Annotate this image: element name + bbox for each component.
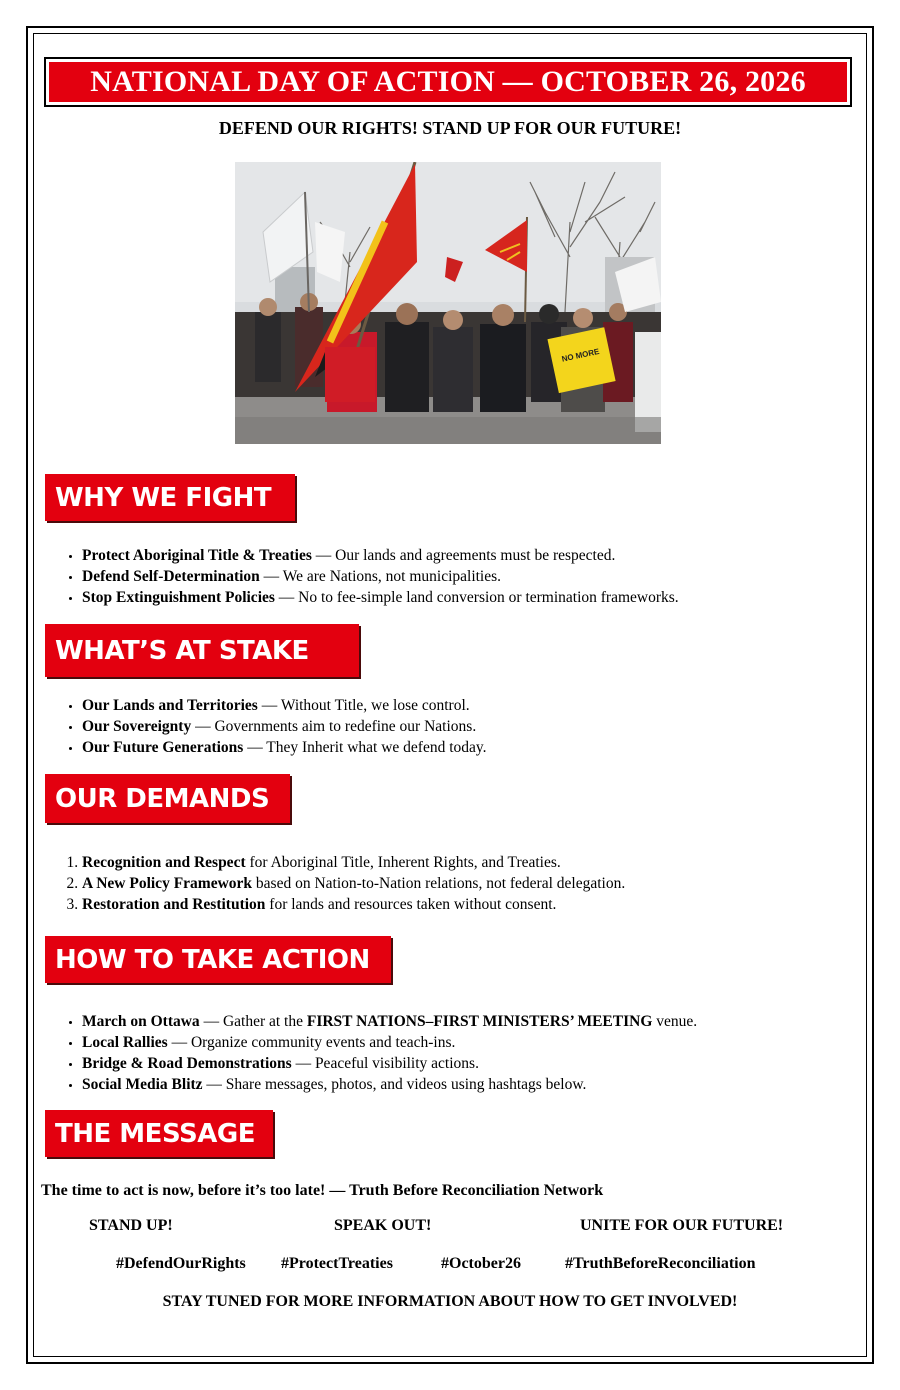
- list-item: • Protect Aboriginal Title & Treaties — Our lands and agreements must be respected.: [82, 545, 679, 566]
- whats-at-stake-list: [60, 695, 487, 758]
- hashtag: #ProtectTreaties: [281, 1255, 393, 1272]
- our-demands-list: [60, 852, 625, 915]
- hashtag: #TruthBeforeReconciliation: [565, 1255, 756, 1272]
- title-banner: [44, 57, 852, 107]
- how-to-take-action-list: [60, 1011, 697, 1095]
- list-item: • March on Ottawa — Gather at the FIRST NATIONS–FIRST MINISTERS’ MEETING venue.: [82, 1011, 697, 1032]
- subtitle: DEFEND OUR RIGHTS! STAND UP FOR OUR FUTURE!: [218, 118, 682, 138]
- slogan-unite: UNITE FOR OUR FUTURE!: [580, 1217, 784, 1234]
- footer-notice: STAY TUNED FOR MORE INFORMATION ABOUT HOW TO GET INVOLVED!: [162, 1293, 738, 1310]
- slogan-speak-out: SPEAK OUT!: [334, 1217, 432, 1234]
- list-item: • Our Sovereignty — Governments aim to redefine our Nations.: [82, 716, 487, 737]
- list-item: • Stop Extinguishment Policies — No to fee-simple land conversion or termination frameworks.: [82, 587, 679, 608]
- hashtag: #October26: [441, 1255, 521, 1272]
- section-heading-the-message: THE MESSAGE: [45, 1110, 273, 1157]
- section-heading-whats-at-stake: WHAT’S AT STAKE: [45, 624, 359, 677]
- message-line: The time to act is now, before it’s too late! — Truth Before Reconciliation Network: [41, 1182, 604, 1199]
- list-item: 2. A New Policy Framework based on Nation-to-Nation relations, not federal delegation.: [82, 873, 625, 894]
- section-heading-how-to-take-action: HOW TO TAKE ACTION: [45, 936, 391, 983]
- hashtag: #DefendOurRights: [116, 1255, 246, 1272]
- list-item: 1. Recognition and Respect for Aboriginal Title, Inherent Rights, and Treaties.: [82, 852, 625, 873]
- sign-text: NO MORE: [560, 346, 601, 364]
- list-item: • Our Future Generations — They Inherit what we defend today.: [82, 737, 487, 758]
- protest-photo: [235, 162, 661, 444]
- list-item: • Local Rallies — Organize community events and teach-ins.: [82, 1032, 697, 1053]
- section-heading-why-we-fight: WHY WE FIGHT: [45, 474, 295, 521]
- list-item: • Defend Self-Determination — We are Nations, not municipalities.: [82, 566, 679, 587]
- list-item: • Social Media Blitz — Share messages, photos, and videos using hashtags below.: [82, 1074, 697, 1095]
- section-heading-our-demands: OUR DEMANDS: [45, 774, 290, 823]
- list-item: • Bridge & Road Demonstrations — Peaceful visibility actions.: [82, 1053, 697, 1074]
- list-item: 3. Restoration and Restitution for lands and resources taken without consent.: [82, 894, 625, 915]
- page-title: NATIONAL DAY OF ACTION — OCTOBER 26, 2026: [49, 62, 847, 102]
- list-item: • Our Lands and Territories — Without Title, we lose control.: [82, 695, 487, 716]
- why-we-fight-list: [60, 545, 679, 608]
- slogan-stand-up: STAND UP!: [89, 1217, 173, 1234]
